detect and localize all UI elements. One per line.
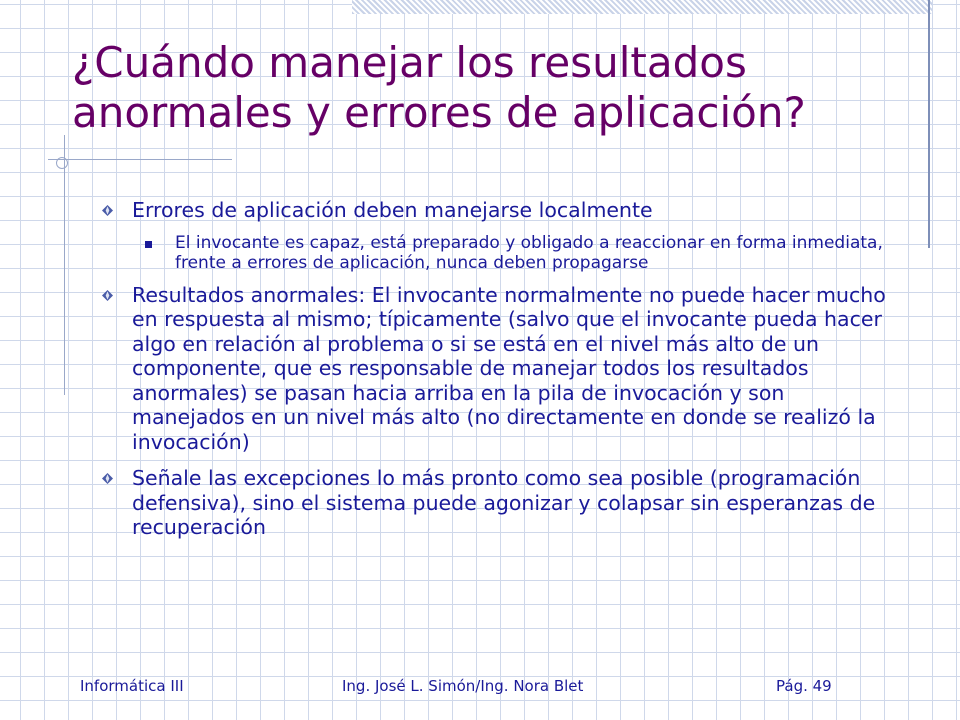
bullet-item	[90, 198, 890, 223]
diamond-bullet-icon	[102, 205, 113, 216]
diamond-bullet-icon	[102, 290, 113, 301]
slide-content	[90, 198, 890, 540]
footer-authors: Ing. José L. Simón/Ing. Nora Blet	[342, 677, 584, 695]
sub-bullet-text: El invocante es capaz, está preparado y obligado a reaccionar en forma inmediata, frente a errores de aplicación, nunca deben propagarse	[175, 232, 883, 273]
square-bullet-icon	[145, 241, 152, 248]
decorative-circle-icon	[56, 157, 68, 169]
bullet-item	[90, 283, 890, 455]
decorative-vertical-line-left	[64, 135, 65, 395]
decorative-top-band	[352, 0, 932, 14]
diamond-bullet-icon	[102, 473, 113, 484]
bullet-item	[90, 466, 890, 540]
sub-bullet-item	[90, 233, 890, 273]
footer-course: Informática III	[80, 677, 184, 695]
decorative-vertical-line-right	[928, 0, 930, 248]
bullet-text: Señale las excepciones lo más pronto como sea posible (programación defensiva), sino el sistema puede agonizar y colapsar sin esperanzas de recuperación	[132, 466, 876, 539]
bullet-text: Errores de aplicación deben manejarse localmente	[132, 198, 653, 222]
bullet-text: Resultados anormales: El invocante normalmente no puede hacer mucho en respuesta al mismo; típicamente (salvo que el invocante pueda hacer algo en relación al problema o si se está en el nivel más alto de un componente, que es responsable de manejar todos los resultados anormales) se pasan hacia arriba en la pila de invocación y son manejados en un nivel más alto (no directamente en donde se realizó la invocación)	[132, 282, 886, 454]
slide-title: ¿Cuándo manejar los resultados anormales y errores de aplicación?	[72, 38, 806, 137]
footer-page-number: Pág. 49	[776, 677, 832, 695]
decorative-title-underline	[48, 159, 232, 160]
